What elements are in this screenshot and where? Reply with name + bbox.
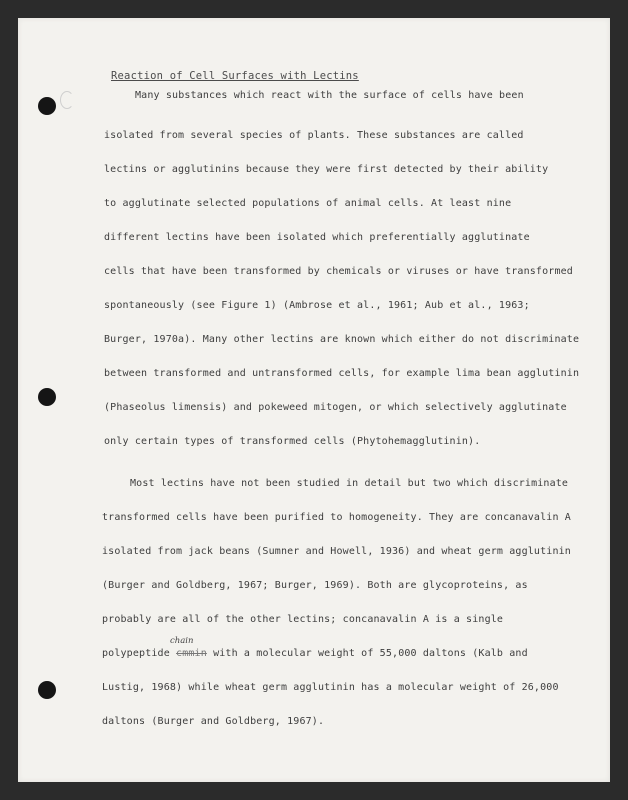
paragraph-1-line: isolated from several species of plants. These substances are called — [104, 130, 524, 141]
paragraph-2-line: isolated from jack beans (Sumner and Howell, 1936) and wheat germ agglutinin — [102, 546, 571, 557]
paragraph-2-line: (Burger and Goldberg, 1967; Burger, 1969). Both are glycoproteins, as — [102, 580, 528, 591]
paragraph-2-end-line: Lustig, 1968) while wheat germ agglutinin has a molecular weight of 26,000 — [102, 682, 559, 693]
paragraph-1-line: Many substances which react with the surface of cells have been — [135, 90, 524, 101]
paragraph-1-line: cells that have been transformed by chemicals or viruses or have transformed — [104, 266, 573, 277]
paragraph-2-line: probably are all of the other lectins; concanavalin A is a single — [102, 614, 504, 625]
paragraph-1-line: to agglutinate selected populations of animal cells. At least nine — [104, 198, 512, 209]
punch-hole-top — [38, 97, 56, 115]
polypeptide-line — [102, 648, 528, 659]
paragraph-1-line: spontaneously (see Figure 1) (Ambrose et al., 1961; Aub et al., 1963; — [104, 300, 530, 311]
paragraph-1-line: Burger, 1970a). Many other lectins are known which either do not discriminate — [104, 334, 580, 345]
polypeptide-text-after: with a molecular weight of 55,000 daltons (Kalb and — [206, 648, 528, 659]
paragraph-2-line: Most lectins have not been studied in detail but two which discriminate — [130, 478, 569, 489]
paragraph-1-line: (Phaseolus limensis) and pokeweed mitogen, or which selectively agglutinate — [104, 402, 567, 413]
paragraph-2-end-line: daltons (Burger and Goldberg, 1967). — [102, 716, 325, 727]
section-title: Reaction of Cell Surfaces with Lectins — [111, 70, 359, 82]
punch-ring-mark — [60, 91, 74, 109]
paragraph-1-line: lectins or agglutinins because they were first detected by their ability — [104, 164, 549, 175]
paragraph-1-line: different lectins have been isolated which preferentially agglutinate — [104, 232, 530, 243]
document-page — [18, 18, 610, 782]
handwritten-insertion: chain — [170, 636, 194, 646]
paragraph-1-line: between transformed and untransformed cells, for example lima bean agglutinin — [104, 368, 580, 379]
paragraph-1-line: only certain types of transformed cells (Phytohemagglutinin). — [104, 436, 481, 447]
polypeptide-text-before: polypeptide — [102, 648, 177, 659]
punch-hole-bottom — [38, 681, 56, 699]
paragraph-2-line: transformed cells have been purified to homogeneity. They are concanavalin A — [102, 512, 571, 523]
struck-word: cmmin — [176, 648, 207, 659]
punch-hole-middle — [38, 388, 56, 406]
